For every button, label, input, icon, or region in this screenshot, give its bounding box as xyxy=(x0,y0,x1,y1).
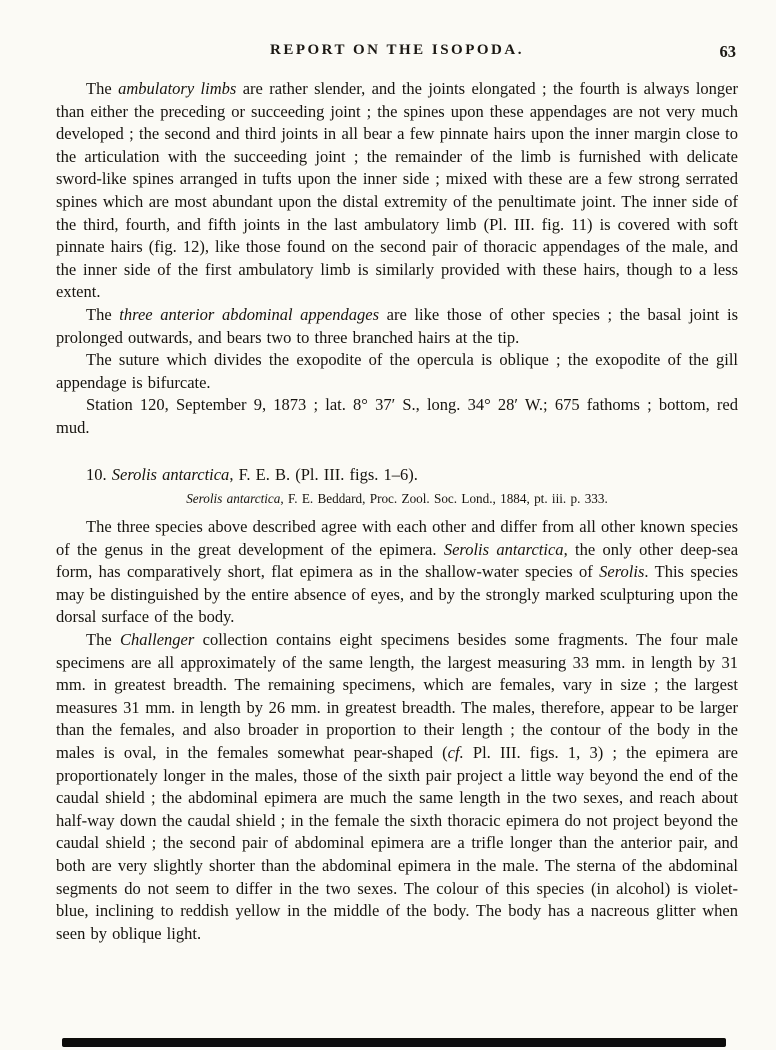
text-run: The xyxy=(86,79,119,98)
text-run: . This species may be distinguished by the entire absence of eyes, and by the strongly marked sculpturing upon the dorsal surface of the body. xyxy=(56,562,738,627)
text-run: The three species above described agree with each other and differ from all other known species of the genus in the great development of the epimera. xyxy=(56,517,738,559)
text-run: , F. E. B. (Pl. III. figs. 1–6). xyxy=(229,464,418,484)
page-header xyxy=(56,42,738,64)
text-run: collection contains eight specimens besides some fragments. The four male specimens are all approximately of the same length, the largest measuring 33 mm. in length by 31 mm. in greatest breadth. The remaining specimens, which are females, vary in size ; the largest measures 31 mm. in length by 26 mm. in greatest breadth. The males, therefore, appear to be larger than the females, and also broader in proportion to their length ; the contour of the body in the males is oval, in the females somewhat pear-shaped ( xyxy=(56,630,738,763)
text-run: are rather slender, and the joints elongated ; the fourth is always longer than either the preceding or succeeding joint ; the spines upon these appendages are not very much developed ; the second and third joints in all bear a few pinnate hairs upon the inner margin close to the articulation with the succeeding joint ; the remainder of the limb is furnished with delicate sword-like spines arranged in tufts upon the inner side ; mixed with these are a few strong serrated spines which are most abundant upon the distal extremity of the penultimate joint. The inner side of the third, fourth, and fifth joints in the last ambulatory limb (Pl. III. fig. 11) is covered with soft pinnate hairs (fig. 12), like those found on the second pair of thoracic appendages of the male, and the inner side of the first ambulatory limb is similarly provided with these hairs, though to a less extent. xyxy=(56,79,739,302)
italic-text-run: Serolis antarctica xyxy=(111,464,230,484)
text-run: Station 120, September 9, 1873 ; lat. 8° 37′ S., long. 34° 28′ W.; 675 fathoms ; bottom, red mud. xyxy=(56,395,738,437)
paragraph-ambulatory-limbs xyxy=(56,78,738,304)
italic-text-run: ambulatory limbs xyxy=(118,79,237,98)
text-run: The xyxy=(86,304,120,324)
scan-artifact-bar xyxy=(62,1038,726,1047)
italic-text-run: Challenger xyxy=(120,630,195,650)
italic-text-run: cf. xyxy=(447,743,464,763)
paragraph-specimens-description xyxy=(56,629,738,945)
text-run: , F. E. Beddard, Proc. Zool. Soc. Lond., 1884, pt. iii. p. 333. xyxy=(280,491,608,507)
text-run: 10. xyxy=(86,464,112,484)
page-number: 63 xyxy=(719,42,736,61)
text-run: The xyxy=(86,630,121,650)
italic-text-run: Serolis antarctica xyxy=(186,491,281,507)
text-run: Pl. III. figs. 1, 3) ; the epimera are proportionately longer in the males, those of the sixth pair project a little way beyond the end of the caudal shield ; the abdominal epimera are much the same length in the two sexes, and reach about half-way down the caudal shield ; in the female the sixth thoracic epimera do not project beyond the caudal shield ; the second pair of abdominal epimera are a trifle longer than the anterior pair, and both are very slightly shorter than the abdominal epimera in the male. The sterna of the abdominal segments do not seem to differ in the two sexes. The colour of this species (in alcohol) is violet-blue, inclining to reddish yellow in the middle of the body. The body has a nacreous glitter when seen by oblique light. xyxy=(56,743,738,943)
text-run: The suture which divides the exopodite of the opercula is oblique ; the exopodite of the gill appendage is bifurcate. xyxy=(56,350,738,392)
italic-text-run: three anterior abdominal appendages xyxy=(119,304,380,324)
italic-text-run: Serolis antarctica xyxy=(443,539,564,559)
text-run: are like those of other species ; the basal joint is prolonged outwards, and bears two to three branched hairs at the tip. xyxy=(56,304,738,347)
paragraph-species-comparison xyxy=(56,516,738,629)
paragraph-abdominal-appendages xyxy=(56,304,738,349)
citation-serolis-antarctica xyxy=(56,490,738,508)
running-head-title: REPORT ON THE ISOPODA. xyxy=(270,42,524,58)
text-body xyxy=(56,78,738,945)
section-heading-serolis-antarctica xyxy=(56,464,738,487)
text-run: , the only other deep-sea form, has comparatively short, flat epimera as in the shallow-water species of xyxy=(56,539,739,582)
paragraph-station xyxy=(56,394,738,439)
paragraph-suture xyxy=(56,349,738,394)
italic-text-run: Serolis xyxy=(599,562,645,582)
